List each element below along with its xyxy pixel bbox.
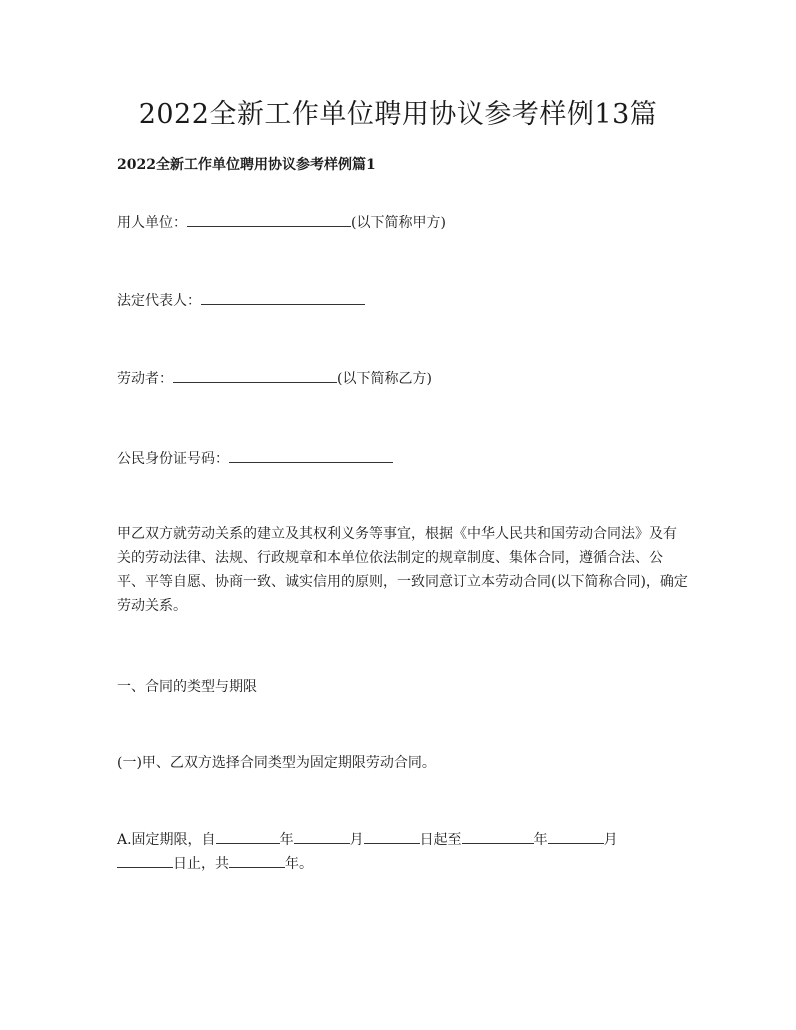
- worker-suffix: (以下简称乙方): [337, 371, 432, 387]
- worker-blank: [173, 368, 337, 383]
- intro-paragraph: 甲乙双方就劳动关系的建立及其权利义务等事宜，根据《中华人民共和国劳动合同法》及有关的劳动法律、法规、行政规章和本单位依法制定的规章制度、集体合同，遵循合法、公平、平等自愿、协商一致、诚实信用的原则，一致同意订立本劳动合同(以下简称合同)，确定劳动关系。: [117, 526, 688, 614]
- id-number-label: 公民身份证号码：: [117, 451, 229, 467]
- worker-line: [117, 368, 432, 388]
- employer-line: [117, 212, 446, 232]
- employer-blank: [187, 212, 351, 227]
- employer-suffix: (以下简称甲方): [351, 215, 446, 231]
- total-years-blank: [229, 853, 285, 868]
- legal-rep-label: 法定代表人：: [117, 293, 201, 309]
- start-year-label: 年: [279, 832, 294, 848]
- section1-heading: 一、合同的类型与期限: [117, 679, 257, 695]
- start-day-label: 日起至: [419, 832, 462, 848]
- fixed-term-prefix: A.固定期限，自: [117, 832, 216, 848]
- end-month-label: 月: [603, 832, 618, 848]
- end-day-label: 日止，共: [173, 856, 229, 872]
- document-title: 2022全新工作单位聘用协议参考样例13篇: [138, 99, 658, 130]
- worker-label: 劳动者：: [117, 371, 173, 387]
- end-year-blank: [462, 829, 534, 844]
- legal-rep-line: [117, 290, 365, 310]
- end-year-label: 年: [533, 832, 548, 848]
- legal-rep-blank: [201, 290, 365, 305]
- start-month-label: 月: [349, 832, 364, 848]
- section-subtitle: 2022全新工作单位聘用协议参考样例篇1: [117, 157, 376, 173]
- id-number-blank: [229, 448, 393, 463]
- end-day-blank: [117, 853, 173, 868]
- start-year-blank: [216, 829, 280, 844]
- employer-label: 用人单位：: [117, 215, 187, 231]
- end-month-blank: [548, 829, 604, 844]
- start-month-blank: [294, 829, 350, 844]
- id-number-line: [117, 448, 393, 468]
- item1-text: (一)甲、乙双方选择合同类型为固定期限劳动合同。: [117, 755, 436, 771]
- start-day-blank: [364, 829, 420, 844]
- total-years-label: 年。: [285, 856, 313, 872]
- fixed-term-paragraph: [117, 828, 689, 876]
